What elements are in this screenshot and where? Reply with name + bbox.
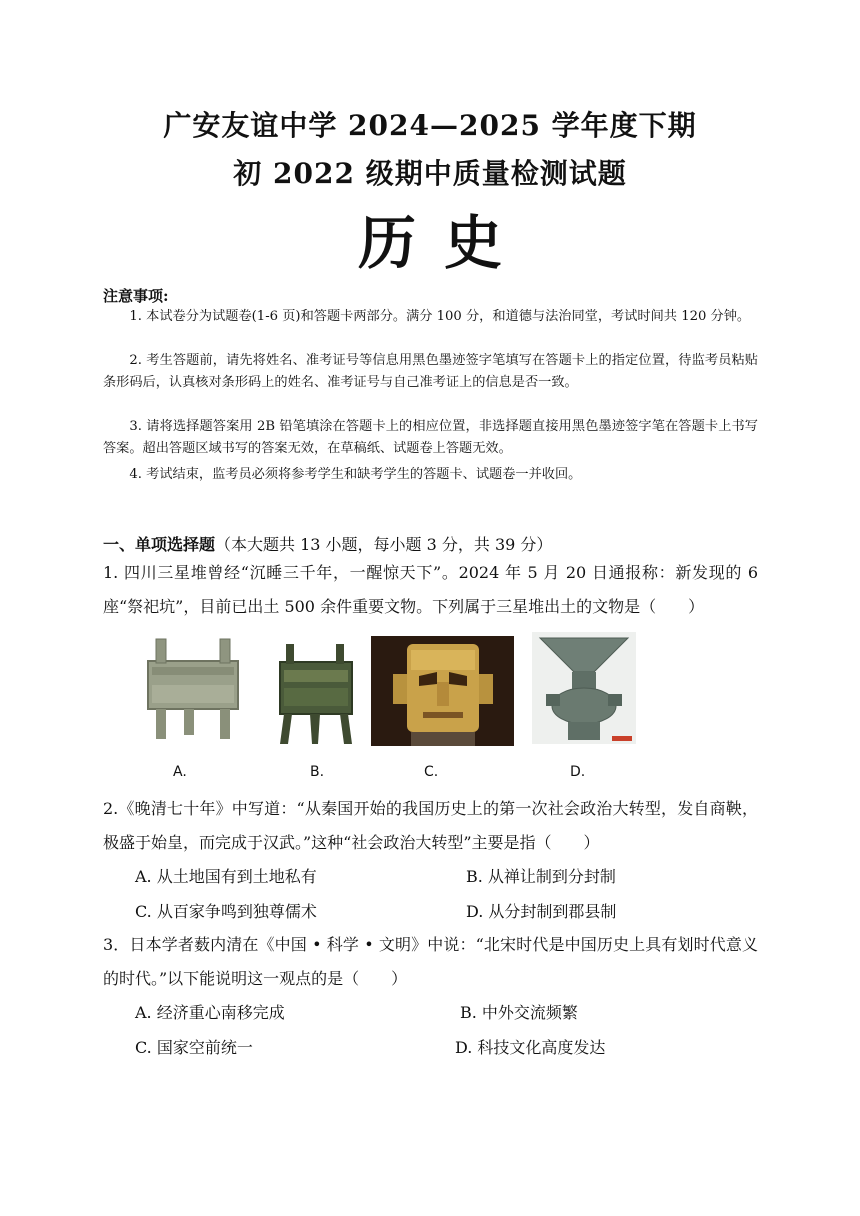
artifact-bronze-vessel-image [270, 640, 360, 748]
question-3-option-a: A. 经济重心南移完成 [135, 1003, 285, 1022]
subject-title: 历史 [357, 209, 530, 277]
question-2-stem: 2.《晚清七十年》中写道：“从秦国开始的我国历史上的第一次社会政治大转型，发自商鞅，极盛于始皇，而完成于汉武。”这种“社会政治大转型”主要是指（ ） [103, 799, 758, 852]
question-1-stem: 1. 四川三星堆曾经“沉睡三千年，一醒惊天下”。2024 年 5 月 20 日通报称：新发现的 6 座“祭祀坑”，目前已出土 500 余件重要文物。下列属于三星堆出土的文物是（ ） [103, 563, 758, 616]
artifact-gold-mask-image [371, 636, 514, 746]
section-title: 一、单项选择题 [103, 535, 216, 554]
notice-item: 1. 本试卷分为试题卷(1-6 页)和答题卡两部分。满分 100 分，和道德与法治同堂，考试时间共 120 分钟。 [129, 309, 751, 324]
question-2-option-d: D. 从分封制到郡县制 [466, 902, 617, 921]
image-label-d: D. [570, 764, 586, 780]
notice-item: 2. 考生答题前，请先将姓名、准考证号等信息用黑色墨迹签字笔填写在答题卡上的指定位置，待监考员粘贴条形码后，认真核对条形码上的姓名、准考证号与自己准考证上的信息是否一致。 [103, 353, 758, 390]
notice-item: 4. 考试结束，监考员必须将参考学生和缺考学生的答题卡、试题卷一并收回。 [129, 467, 582, 482]
artifact-bronze-zun-image [532, 632, 636, 744]
image-label-b: B. [310, 764, 325, 780]
exam-title-line2: 初 2022 级期中质量检测试题 [233, 157, 627, 190]
section-header [103, 532, 552, 555]
notice-item: 3. 请将选择题答案用 2B 铅笔填涂在答题卡上的相应位置，非选择题直接用黑色墨迹签字笔在答题卡上书写答案。超出答题区域书写的答案无效，在草稿纸、试题卷上答题无效。 [103, 419, 758, 456]
question-2-option-c: C. 从百家争鸣到独尊儒术 [135, 902, 317, 921]
notice-heading: 注意事项: [103, 287, 169, 305]
image-label-c: C. [424, 764, 439, 780]
question-3-option-c: C. 国家空前统一 [135, 1038, 253, 1057]
image-label-a: A. [173, 764, 187, 780]
question-3-stem: 3．日本学者薮内清在《中国 • 科学 • 文明》中说：“北宋时代是中国历史上具有划时代意义的时代。”以下能说明这一观点的是（ ） [103, 935, 758, 988]
question-3-option-d: D. 科技文化高度发达 [455, 1038, 606, 1057]
exam-title-line1: 广安友谊中学 2024—2025 学年度下期 [163, 109, 697, 142]
section-desc: （本大题共 13 小题，每小题 3 分，共 39 分） [215, 535, 553, 554]
question-2-option-a: A. 从土地国有到土地私有 [135, 867, 317, 886]
artifact-bronze-ding-image [140, 633, 245, 743]
question-2-option-b: B. 从禅让制到分封制 [466, 867, 616, 886]
question-3-option-b: B. 中外交流频繁 [460, 1003, 578, 1022]
